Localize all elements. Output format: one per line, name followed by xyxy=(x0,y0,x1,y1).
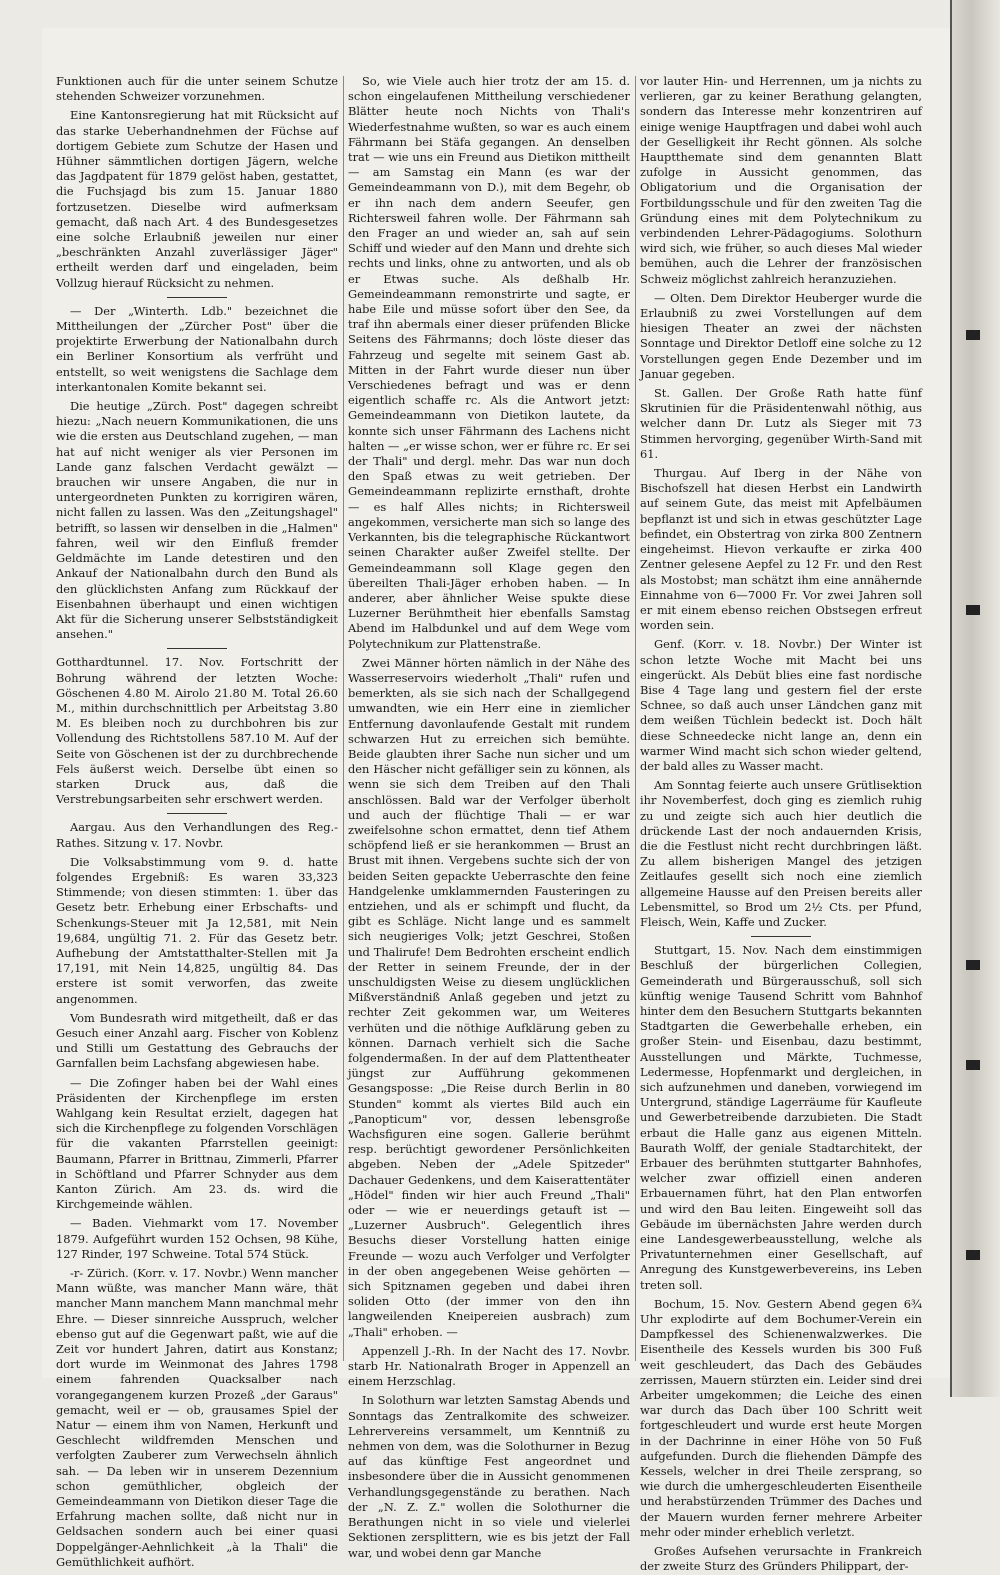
article-paragraph: Funktionen auch für die unter seinem Schutze stehenden Schweizer vorzunehmen. xyxy=(56,74,338,104)
article-paragraph: — Der „Winterth. Ldb." bezeichnet die Mittheilungen der „Zürcher Post" über die projektirte Erwerbung der Nationalbahn durch ein Berliner Konsortium als verfrüht und entstellt, so weit wenigstens die Sachlage dem interkantonalen Komite bekannt sei. xyxy=(56,303,338,394)
article-paragraph: Am Sonntag feierte auch unsere Grütlisektion ihr Novemberfest, doch ging es ziemlich ruhig zu und zeigte sich auch hier deutlich die drückende Last der noch andauernden Krisis, die die Festlust nicht recht durchbringen läßt. Zu allem bisherigen Mangel des jetzigen Zeitlaufes gesellt sich noch eine ziemlich allgemeine Hausse auf den Preisen bereits aller Lebensmittel, so Brod um 2½ Cts. per Pfund, Fleisch, Wein, Kaffe und Zucker. xyxy=(640,778,922,929)
article-paragraph: — Baden. Viehmarkt vom 17. November 1879. Aufgeführt wurden 152 Ochsen, 98 Kühe, 127 Rinder, 197 Schweine. Total 574 Stück. xyxy=(56,1216,338,1261)
text-column-2 xyxy=(348,74,630,1560)
article-paragraph: Appenzell J.-Rh. In der Nacht des 17. Novbr. starb Hr. Nationalrath Broger in Appenzell an einem Herzschlag. xyxy=(348,1343,630,1389)
section-separator xyxy=(751,936,811,937)
article-paragraph: In Solothurn war letzten Samstag Abends und Sonntags das Zentralkomite des schweizer. Lehrervereins versammelt, um Kenntniß zu nehmen von dem, was die Solothurner in Bezug auf das künftige Fest angeordnet und insbesondere über die in Aussicht genommenen Verhandlungsgegenstände zu berathen. Nach der „N. Z. Z." wollen die Solothurner die Berathungen nicht in so viele und vielerlei Sektionen zersplittern, wie es bis jetzt der Fall war, und wobei denn gar Manche xyxy=(348,1393,630,1560)
text-column-3 xyxy=(640,74,922,1574)
article-paragraph: — Olten. Dem Direktor Heuberger wurde die Erlaubniß zu zwei Vorstellungen auf dem hiesigen Theater an zwei der nächsten Sonntage und Direktor Detloff eine solche zu 12 Vorstellungen gegen Ende Dezember und im Januar gegeben. xyxy=(640,290,922,381)
column-rule xyxy=(635,76,636,1361)
article-paragraph: Die Volksabstimmung vom 9. d. hatte folgendes Ergebniß: Es waren 33,323 Stimmende; von diesen stimmten: 1. über das Gesetz betr. Erhebung einer Erbschafts- und Schenkungs-Steuer mit Ja 12,581, mit Nein 19,684, ungültig 71. 2. Für das Gesetz betr. Aufhebung der Amtstatthalter-Stellen mit Ja 17,191, mit Nein 14,825, ungültig 84. Das erstere ist somit verworfen, das zweite angenommen. xyxy=(56,854,338,1006)
article-paragraph: Bochum, 15. Nov. Gestern Abend gegen 6¾ Uhr explodirte auf dem Bochumer-Verein ein Dampfkessel des Schienenwalzwerkes. Die Eisentheile des Kessels wurden bis 300 Fuß weit geschleudert, das Dach des Gebäudes zerrissen, Mauern stürzten ein. Leider sind drei Arbeiter umgekommen; die Leiche des einen war durch das Dach über 100 Schritt weit fortgeschleudert und wurde erst heute Morgen in der Dachrinne in einer Höhe von 50 Fuß aufgefunden. Durch die fliehenden Dämpfe des Kessels, welcher in drei Theile zersprang, so wie durch die umhergeschleuderten Eisentheile und herabstürzenden Trümmer des Daches und der Mauern wurden ferner mehrere Arbeiter mehr oder minder erheblich verletzt. xyxy=(640,1296,922,1539)
article-paragraph: Genf. (Korr. v. 18. Novbr.) Der Winter ist schon letzte Woche mit Macht bei uns eingerückt. Als Debüt blies eine fast nordische Bise 4 Tage lang und gestern fiel der erste Schnee, so daß auch unser Ländchen ganz mit dem weißen Tüchlein bedeckt ist. Doch hält diese Schneedecke nicht lange an, denn ein warmer Wind macht sich schon wieder geltend, der bald alles zu Wasser macht. xyxy=(640,637,922,773)
article-paragraph: Großes Aufsehen verursachte in Frankreich der zweite Sturz des Gründers Philippart, der- xyxy=(640,1544,922,1574)
article-paragraph: Zwei Männer hörten nämlich in der Nähe des Wasserreservoirs wiederholt „Thali" rufen und bemerkten, als sie sich nach der Schallgegend umwandten, wie ein Herr eine in ziemlicher Entfernung davonlaufende Gestalt mit rundem schwarzen Hut zu erreichen sich bemühte. Beide glaubten ihrer Sache nun sicher und um den Häscher nicht gefälliger sein zu können, als wenn sie sich dem Treiben auf den Thali anschlössen. Bald war der Verfolger überholt und auch der flüchtige Thali — er war zweifelsohne schon ermattet, denn tief Athem schöpfend ließ er sie herankommen — Brust an Brust mit ihnen. Vergebens suchte sich der von beiden Seiten gepackte Ueberraschte den feine Handgelenke umklammernden Fausteringen zu entziehen, und als er schimpft und flucht, da gibt es Schläge. Nicht lange und es sammelt sich neugieriges Volk; jetzt Geschrei, Stoßen und Thalirufe! Dem Bedrohten erscheint endlich der Retter in seinem Freunde, der in der unschuldigsten Weise zu diesem unglücklichen Mißverständniß Anlaß gegeben und jetzt zu rechter Zeit gekommen war, um Weiteres verhüten und die nöthige Aufklärung geben zu können. Darnach verhielt sich die Sache folgendermaßen. In der auf dem Plattentheater jüngst zur Aufführung gekommenen Gesangsposse: „Die Reise durch Berlin in 80 Stunden" kommt als viertes Bild auch ein „Panopticum" vor, dessen lebensgroße Wachsfiguren eine sogen. Gallerie berühmt resp. berüchtigt gewordener Persönlichkeiten abgeben. Neben der „Adele Spitzeder" Dachauer Gedenkens, und dem Kaiserattentäter „Hödel" finden wir hier auch Freund „Thali" oder — wie er neuerdings getauft ist — „Luzerner Ausbruch". Gelegentlich ihres Besuchs dieser Vorstellung hatten einige Freunde — wozu auch Verfolger und Verfolgter in der oben angegebenen Weise gehörten — sich Spitznamen gegeben und dabei ihren soliden Otto (der immer von den ihn langweilenden Kneipereien ausbrach) zum „Thali" erhoben. — xyxy=(348,655,630,1339)
article-paragraph: Stuttgart, 15. Nov. Nach dem einstimmigen Beschluß der bürgerlichen Collegien, Gemeinderath und Bürgerausschuß, soll sich künftig wenige Tausend Schritt vom Bahnhof hinter dem den Besuchern Stuttgarts bekannten Stadtgarten die Gewerbehalle erheben, ein großer Stein- und Eisenbau, dazu bestimmt, Ausstellungen und Märkte, Tuchmesse, Ledermesse, Hopfenmarkt und dergleichen, in sich aufzunehmen und daneben, vorwiegend im Untergrund, ständige Lagerräume für Kaufleute und Gewerbetreibende darzubieten. Die Stadt erbaut die Halle ganz aus eigenen Mitteln. Baurath Wolff, der geniale Stadtarchitekt, der Erbauer des berühmten stuttgarter Bahnhofes, welcher zwar offiziell einen anderen Erbauernamen führt, hat den Plan entworfen und wird den Bau leiten. Eingeweiht soll das Gebäude im übernächsten Jahre werden durch eine Landesgewerbeausstellung, welche als Privatunternehmen einer Gesellschaft, auf Anregung des Kunstgewerbevereins, ins Leben treten soll. xyxy=(640,943,922,1292)
adjacent-page-edge xyxy=(950,0,1000,1397)
edge-mark xyxy=(966,1060,980,1070)
article-paragraph: Thurgau. Auf Iberg in der Nähe von Bischofszell hat diesen Herbst ein Landwirth auf seinem Gute, das meist mit Apfelbäumen bepflanzt ist und sich in etwas geschützter Lage befindet, ein Obstertrag von zirka 800 Zentnern eingeheimst. Hievon verkaufte er zirka 400 Zentner gelesene Aepfel zu 12 Fr. und den Rest als Mostobst; man schätzt ihm eine annähernde Einnahme von 6—7000 Fr. Vor zwei Jahren soll er mit einem ebenso reichen Obstsegen erfreut worden sein. xyxy=(640,466,922,633)
edge-mark xyxy=(966,605,980,615)
edge-mark xyxy=(966,960,980,970)
article-paragraph: Aargau. Aus den Verhandlungen des Reg.-Rathes. Sitzung v. 17. Novbr. xyxy=(56,820,338,850)
column-rule xyxy=(343,76,344,1361)
article-paragraph: — Die Zofinger haben bei der Wahl eines Präsidenten der Kirchenpflege im ersten Wahlgang kein Resultat erzielt, dagegen hat sich die Kirchenpflege zu folgenden Vorschlägen für die vakanten Pfarrstellen geeinigt: Baumann, Pfarrer in Brittnau, Zimmerli, Pfarrer in Schöftland und Pfarrer Schnyder aus dem Kanton Zürich. Am 23. ds. wird die Kirchgemeinde wählen. xyxy=(56,1075,338,1212)
edge-mark xyxy=(966,1250,980,1260)
article-paragraph: Gotthardtunnel. 17. Nov. Fortschritt der Bohrung während der letzten Woche: Göschenen 4.80 M. Airolo 21.80 M. Total 26.60 M., mithin durchschnittlich per Arbeitstag 3.80 M. Es bleiben noch zu durchbohren bis zur Vollendung des Richtstollens 587.10 M. Auf der Seite von Göschenen ist der zu durchbrechende Fels äußerst weich. Derselbe übt einen so starken Druck aus, daß die Verstrebungsarbeiten sehr erschwert werden. xyxy=(56,655,338,807)
text-column-1 xyxy=(56,74,338,1569)
article-paragraph: vor lauter Hin- und Herrennen, um ja nichts zu verlieren, gar zu keiner Berathung gelangten, sondern das Interesse mehr konzentriren auf einige wenige Hauptfragen und dabei wohl auch der Geselligkeit ihr Recht gönnen. Als solche Hauptthemate sind dem genannten Blatt zufolge in Aussicht genommen, das Obligatorium und die Organisation der Fortbildungsschule und für den zweiten Tag die Gründung eines mit dem Polytechnikum zu verbindenden Lehrer-Pädagogiums. Solothurn wird sich, wie früher, so auch dieses Mal wieder bemühen, auch die Lehrer der französischen Schweiz möglichst zahlreich heranzuziehen. xyxy=(640,74,922,286)
article-paragraph: So, wie Viele auch hier trotz der am 15. d. schon eingelaufenen Mittheilung verschiedener Blätter heute noch Nichts von Thali's Wiederfestnahme wußten, so war es auch einem Fährmann bei Stäfa gegangen. An denselben trat — wie uns ein Freund aus Dietikon mittheilt — am Samstag ein Mann (es war der Gemeindeammann von D.), mit dem Begehr, ob er ihn nach dem andern Seeufer, gen Richtersweil fahren wolle. Der Fährmann sah den Frager an und wieder an, sah auf sein Schiff und wieder auf den Mann und drehte sich rechts und links, ohne zu antworten, und als ob er Etwas suche. Als deßhalb Hr. Gemeindeammann remonstrirte und sagte, er habe Eile und müsse sofort über den See, da traf ihn abermals einer dieser prüfenden Blicke Seitens des Fährmanns; doch löste dieser das Fahrzeug und segelte mit seinem Gast ab. Mitten in der Fahrt wurde dieser nun über Verschiedenes befragt und was er denn eigentlich schaffe rc. Als die Antwort jetzt: Gemeindeammann von Dietikon lautete, da konnte sich unser Fährmann des Lachens nicht halten — „er wisse schon, wer er führe rc. Er sei der Thali" und dergl. mehr. Das war nun doch den Spaß etwas zu weit getrieben. Der Gemeindeammann replizirte ernsthaft, drohte — es half Alles nichts; in Richtersweil angekommen, versicherte man sich so lange des Verkannten, bis die telegraphische Rückantwort seinen Charakter außer Zweifel stellte. Der Gemeindeammann soll Klage gegen den übereilten Thali-Jäger erhoben haben. — In anderer, aber ähnlicher Weise spukte diese Luzerner Berühmtheit hier ebenfalls Samstag Abend im Halbdunkel und auf dem Wege vom Polytechnikum zur Plattenstraße. xyxy=(348,74,630,651)
article-paragraph: Die heutige „Zürch. Post" dagegen schreibt hiezu: „Nach neuern Kommunikationen, die uns wie die ersten aus Deutschland zugehen, — man hat auf nicht weniger als vier Personen im Lande ganz falschen Verdacht gewälzt — brauchen wir unsere Angaben, die nur in untergeordneten Punkten zu korrigiren wären, nicht fallen zu lassen. Was den „Zeitungshagel" betrifft, so lassen wir denselben in die „Halmen" fahren, weil wir den Einfluß fremder Geldmächte im Lande detestiren und den Ankauf der Nationalbahn durch den Bund als den glücklichsten Anfang zum Rückkauf der Eisenbahnen überhaupt und einen wichtigen Akt für die Sicherung unserer Selbstständigkeit ansehen." xyxy=(56,399,338,642)
article-paragraph: Vom Bundesrath wird mitgetheilt, daß er das Gesuch einer Anzahl aarg. Fischer von Koblenz und Stilli um Gestattung des Gebrauchs der Garnfallen beim Lachsfang abgewiesen habe. xyxy=(56,1010,338,1071)
section-separator xyxy=(167,297,227,298)
article-paragraph: St. Gallen. Der Große Rath hatte fünf Skrutinien für die Präsidentenwahl nöthig, aus welcher dann Dr. Lutz als Sieger mit 73 Stimmen hervorging, gegenüber Wirth-Sand mit 61. xyxy=(640,386,922,461)
edge-mark xyxy=(966,330,980,340)
section-separator xyxy=(167,648,227,649)
article-paragraph: Eine Kantonsregierung hat mit Rücksicht auf das starke Ueberhandnehmen der Füchse auf dortigem Gebiete zum Schutze der Hasen und Hühner sämmtlichen dortigen Jägern, welche das Jagdpatent für 1879 gelöst haben, gestattet, die Fuchsjagd bis zum 15. Januar 1880 fortzusetzen. Dieselbe wird aufmerksam gemacht, daß nach Art. 4 des Bundesgesetzes eine solche Erlaubniß jeweilen nur einer „beschränkten Anzahl zuverlässiger Jäger" ertheilt werden darf und eingeladen, beim Vollzug hierauf Rücksicht zu nehmen. xyxy=(56,108,338,290)
article-paragraph: -r- Zürich. (Korr. v. 17. Novbr.) Wenn mancher Mann wüßte, was mancher Mann wäre, thät mancher Mann manchem Mann manchmal mehr Ehre. — Dieser sinnreiche Ausspruch, welcher ebenso gut auf die Gegenwart paßt, wie auf die Zeit vor hundert Jahren, datirt aus Konstanz; dort wurde im Weinmonat des Jahres 1798 einem fahrenden Quacksalber nach vorangegangenem kurzen Prozeß „der Garaus" gemacht, weil er — ob, grausames Spiel der Natur — einem ihm von Namen, Herkunft und Geschlecht wildfremden Menschen und verfolgten Zauberer zum Verwechseln ähnlich sah. — Da leben wir in unserem Dezennium schon gemüthlicher, obgleich der Gemeindeammann von Dietikon dieser Tage die Erfahrung machen sollte, daß nicht nur in Geldsachen sondern auch bei einer quasi Doppelgänger-Aehnlichkeit „à la Thali" die Gemüthlichkeit aufhört. xyxy=(56,1266,338,1569)
section-separator xyxy=(167,813,227,814)
